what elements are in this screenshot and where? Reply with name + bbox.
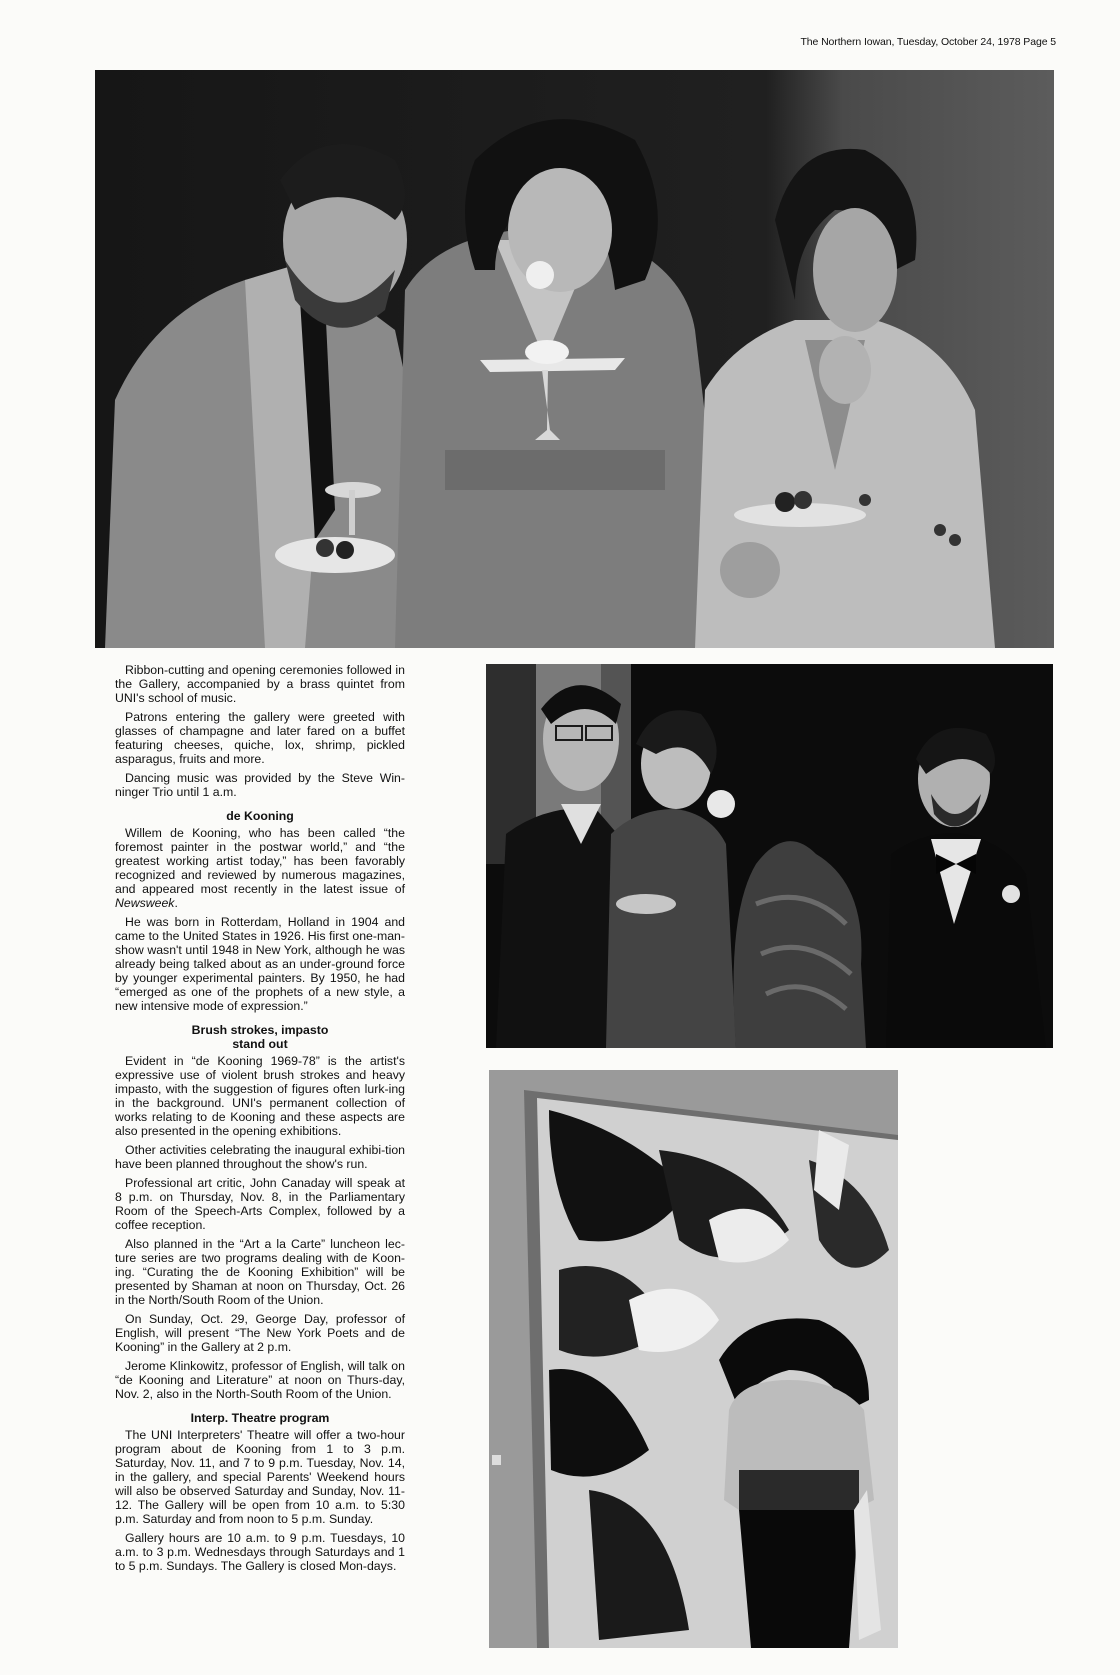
subheading-interp-theatre: Interp. Theatre program [190,1411,330,1425]
photo-painting-viewer-image [489,1070,898,1648]
paragraph: The UNI Interpreters' Theatre will offer a two-hour program about de Kooning from 1 to 3 p.m. Saturday, Nov. 11, and 7 to 9 p.m. Tuesday, Nov. 14, in the gallery, and special Parents' Weekend hours will also be observed Saturday and Sunday, Nov. 11-12. The Gallery will be open from 10 a.m. to 5:30 p.m. Saturday and from noon to 5 p.m. Sunday. [115,1428,405,1526]
paragraph: Ribbon-cutting and opening ceremonies followed in the Gallery, accompanied by a brass quintet from UNI's school of music. [115,663,405,705]
paragraph: Patrons entering the gallery were greeted with glasses of champagne and later fared on a buffet featuring cheeses, quiche, lox, shrimp, pickled asparagus, fruits and more. [115,710,405,766]
page-folio: The Northern Iowan, Tuesday, October 24, 1978 Page 5 [800,36,1056,48]
photo-painting-viewer [489,1070,898,1648]
photo-formal-guests-sculpture [486,664,1053,1048]
subheading-de-kooning: de Kooning [226,809,294,823]
subheading-brush-strokes: Brush strokes, impasto stand out [191,1023,329,1051]
paragraph: He was born in Rotterdam, Holland in 1904 and came to the United States in 1926. His first one-man-show wasn't until 1948 in New York, although he was already being talked about as an under-ground force by younger experimental painters. By 1950, he had “emerged as one of the prophets of a new style, a new intensive mode of expression.” [115,915,405,1013]
paragraph: Willem de Kooning, who has been called “the foremost painter in the postwar world,” and “the greatest working artist today,” has been favorably recognized and reviewed by numerous magazines, and appeared most recently in the latest issue of Newsweek. [115,826,405,910]
paragraph: Dancing music was provided by the Steve Win-ninger Trio until 1 a.m. [115,771,405,799]
article-body [115,663,405,1578]
paragraph: Jerome Klinkowitz, professor of English, will talk on “de Kooning and Literature” at noon on Thurs-day, Nov. 2, also in the North-South Room of the Union. [115,1359,405,1401]
paragraph: Professional art critic, John Canaday will speak at 8 p.m. on Thursday, Nov. 8, in the Parliamentary Room of the Speech-Arts Complex, followed by a coffee reception. [115,1176,405,1232]
photo-buffet-guests [95,70,1054,648]
paragraph: Evident in “de Kooning 1969-78” is the artist's expressive use of violent brush strokes and heavy impasto, with the suggestion of figures often lurk-ing in the background. UNI's permanent collection of works relating to de Kooning and these aspects are also presented in the opening exhibitions. [115,1054,405,1138]
photo-formal-guests-sculpture-image [486,664,1053,1048]
paragraph: On Sunday, Oct. 29, George Day, professor of English, will present “The New York Poets and de Kooning” in the Gallery at 2 p.m. [115,1312,405,1354]
paragraph: Also planned in the “Art a la Carte” luncheon lec-ture series are two programs dealing with de Koon-ing. “Curating the de Kooning Exhibition” will be presented by Shaman at noon on Thursday, Oct. 26 in the North/South Room of the Union. [115,1237,405,1307]
publication-name: Newsweek [115,896,175,910]
paragraph: Other activities celebrating the inaugural exhibi-tion have been planned throughout the show's run. [115,1143,405,1171]
photo-buffet-guests-image [95,70,1054,648]
paragraph: Gallery hours are 10 a.m. to 9 p.m. Tuesdays, 10 a.m. to 3 p.m. Wednesdays through Saturdays and 1 to 5 p.m. Sundays. The Gallery is closed Mon-days. [115,1531,405,1573]
